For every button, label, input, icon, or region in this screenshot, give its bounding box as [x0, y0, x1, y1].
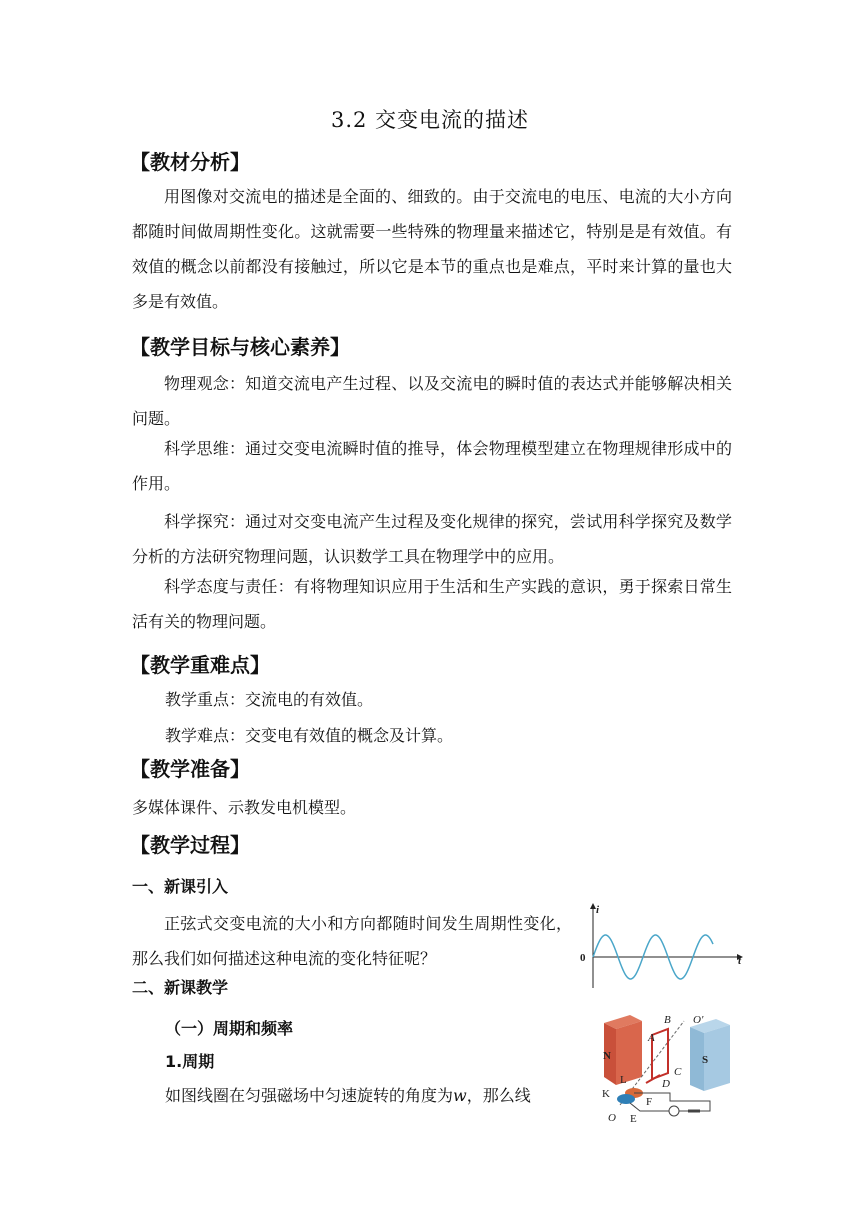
period-text-tail: ，那么线	[466, 1086, 531, 1105]
origin-label: 0	[580, 952, 586, 964]
heading-analysis: 【教材分析】	[130, 150, 250, 174]
heading-process: 【教学过程】	[130, 833, 250, 857]
slip-ring-2	[617, 1094, 635, 1104]
omega-variable: w	[453, 1086, 467, 1105]
label-l: L	[620, 1074, 627, 1086]
subsection-period-frequency: （一）周期和频率	[165, 1019, 294, 1038]
period-paragraph	[165, 1083, 531, 1106]
y-axis-label: i	[596, 904, 600, 916]
intro-heading: 一、新课引入	[132, 877, 229, 896]
label-o-prime: O'	[693, 1014, 704, 1026]
label-a: A	[648, 1032, 655, 1044]
difficult-point: 教学难点：交变电有效值的概念及计算。	[165, 726, 454, 745]
heading-preparation: 【教学准备】	[130, 757, 250, 781]
goal-attitude: 科学态度与责任：有将物理知识应用于生活和生产实践的意识，勇于探索日常生活有关的物理问题。	[132, 577, 732, 631]
generator-model-figure	[590, 1005, 740, 1130]
label-c: C	[674, 1066, 682, 1078]
galvanometer	[669, 1106, 679, 1116]
current-waveform-figure	[577, 900, 747, 992]
item-period: 1.周期	[165, 1052, 215, 1071]
label-e: E	[630, 1113, 637, 1125]
new-lesson-heading: 二、新课教学	[132, 978, 229, 997]
goal-physics-concept: 物理观念：知道交流电产生过程、以及交流电的瞬时值的表达式并能够解决相关问题。	[132, 374, 732, 428]
label-f: F	[646, 1096, 653, 1108]
page-title: 3.2 交变电流的描述	[330, 108, 530, 132]
magnet-n-label: N	[603, 1050, 611, 1062]
x-axis-label: t	[738, 955, 742, 967]
heading-goals: 【教学目标与核心素养】	[130, 335, 350, 359]
analysis-paragraph: 用图像对交流电的描述是全面的、细致的。由于交流电的电压、电流的大小方向都随时间做周期性变化。这就需要一些特殊的物理量来描述它，特别是是有效值。有效值的概念以前都没有接触过，所以它是本节的重点也是难点，平时来计算的量也大多是有效值。	[132, 187, 732, 311]
goal-scientific-inquiry: 科学探究：通过对交变电流产生过程及变化规律的探究，尝试用科学探究及数学分析的方法研究物理问题，认识数学工具在物理学中的应用。	[132, 512, 732, 566]
period-text: 如图线圈在匀强磁场中匀速旋转的角度为	[165, 1086, 454, 1105]
goal-scientific-thinking: 科学思维：通过交变电流瞬时值的推导，体会物理模型建立在物理规律形成中的作用。	[132, 439, 732, 493]
intro-paragraph: 正弦式交变电流的大小和方向都随时间发生周期性变化，那么我们如何描述这种电流的变化特征呢？	[132, 914, 572, 968]
label-o: O	[608, 1112, 616, 1124]
magnet-s-label: S	[702, 1054, 709, 1066]
heading-key-points: 【教学重难点】	[130, 653, 270, 677]
label-k: K	[602, 1088, 610, 1100]
label-d: D	[662, 1078, 670, 1090]
preparation-text: 多媒体课件、示教发电机模型。	[132, 798, 357, 817]
key-point: 教学重点：交流电的有效值。	[165, 690, 374, 709]
label-b: B	[664, 1014, 671, 1026]
